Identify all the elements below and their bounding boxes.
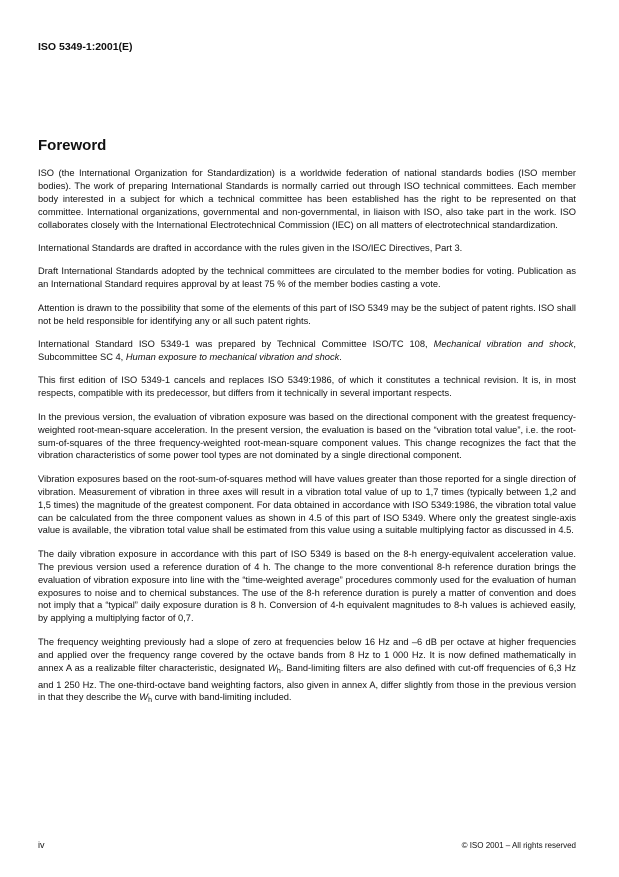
text: , Subcommittee SC 4, [38, 339, 577, 362]
committee-title: Mechanical vibration and shock [433, 339, 574, 350]
text: . Band-limiting filters are also defined with cut-off frequencies of 6,3 Hz and 1 250 Hz. The one-third-octave band weighting factors, also given in annex A, differ slightly from those in the previous version in that they describe the [38, 662, 576, 703]
document-id-header: ISO 5349-1:2001(E) [38, 41, 133, 53]
foreword-body [38, 167, 576, 719]
text: International Standard ISO 5349-1 was prepared by Technical Committee ISO/TC 108, [38, 339, 434, 350]
section-title: Foreword [38, 137, 107, 154]
paragraph-patent-rights: Attention is drawn to the possibility that some of the elements of this part of ISO 5349 may be the subject of patent rights. ISO shall not be held responsible for identifying any or all such patent rights. [38, 302, 576, 326]
text: curve with band-limiting included. [151, 692, 292, 703]
paragraph-iso-intro: ISO (the International Organization for Standardization) is a worldwide federation of national standards bodies (ISO member bodies). The work of preparing International Standards is normally carried out through ISO technical committees. Each member body interested in a subject for which a technical committee has been established has the right to be represented on that committee. International organizations, governmental and non-governmental, in liaison with ISO, also take part in the work. ISO collaborates closely with the International Electrotechnical Commission (IEC) on all matters of electrotechnical standardization. [38, 168, 576, 230]
paragraph-edition: This first edition of ISO 5349-1 cancels and replaces ISO 5349:1986, of which it constitutes a technical revision. It is, in most respects, compatible with its predecessor, but differs from it technically in several important respects. [38, 375, 576, 399]
subcommittee-title: Human exposure to mechanical vibration and shock [125, 351, 340, 362]
page-number: iv [38, 840, 45, 850]
symbol-w: W [139, 692, 149, 703]
paragraph-previous-version: In the previous version, the evaluation of vibration exposure was based on the directional component with the greatest frequency-weighted root-mean-square acceleration. In the present version, the evaluation is based on the “vibration total value”, i.e. the root-sum-of-squares of the three frequency-weighted root-mean-square component values. This change recognizes the fact that the vibration characteristics of some power tool types are not dominated by a single directional component. [38, 411, 576, 461]
paragraph-drafting-rules: International Standards are drafted in accordance with the rules given in the ISO/IEC Directives, Part 3. [38, 243, 463, 254]
paragraph-rss-method: Vibration exposures based on the root-sum-of-squares method will have values greater than those reported for a single direction of vibration. Measurement of vibration in three axes will result in a vibration total value of up to 1,7 times (typically between 1,2 and 1,5 times) the magnitude of the greatest component. For data obtained in accordance with ISO 5349:1986, the vibration total value can be calculated from the three component values as shown in 4.5 of this part of ISO 5349. Where only the greatest single-axis value is available, the vibration total value shall be estimated from this value using a suitable multiplying factor as discussed in 4.5. [38, 473, 576, 536]
paragraph-daily-exposure: The daily vibration exposure in accordance with this part of ISO 5349 is based on the 8-h energy-equivalent acceleration value. The previous version used a reference duration of 4 h. The change to the more conventional 8-h reference duration brings the evaluation of vibration exposure into line with the “time-weighted average” procedures commonly used for the evaluation of human exposures to noise and to chemical substances. The use of the 8-h reference duration is purely a matter of convention and does not imply that a “typical” daily exposure duration is 8 h. Conversion of 4-h equivalent magnitudes to 8-h values is achieved easily, by applying a multiplying factor of 0,7. [38, 548, 576, 624]
text: The frequency weighting previously had a slope of zero at frequencies below 16 Hz and –6 dB per octave at higher frequencies and applied over the frequency range covered by the octave bands from 8 Hz to 1 000 Hz. It is now defined mathematically in annex A as a realizable filter characteristic, designated [38, 636, 576, 673]
paragraph-frequency-weighting [38, 636, 576, 709]
text: . [339, 351, 342, 362]
paragraph-committee [38, 338, 576, 364]
paragraph-voting: Draft International Standards adopted by the technical committees are circulated to the member bodies for voting. Publication as an International Standard requires approval by at least 75 % of the member bodies casting a vote. [38, 266, 576, 290]
copyright-notice: © ISO 2001 – All rights reserved [461, 841, 576, 850]
symbol-w: W [268, 662, 277, 673]
symbol-subscript: h [276, 667, 281, 675]
symbol-subscript: h [148, 697, 152, 705]
